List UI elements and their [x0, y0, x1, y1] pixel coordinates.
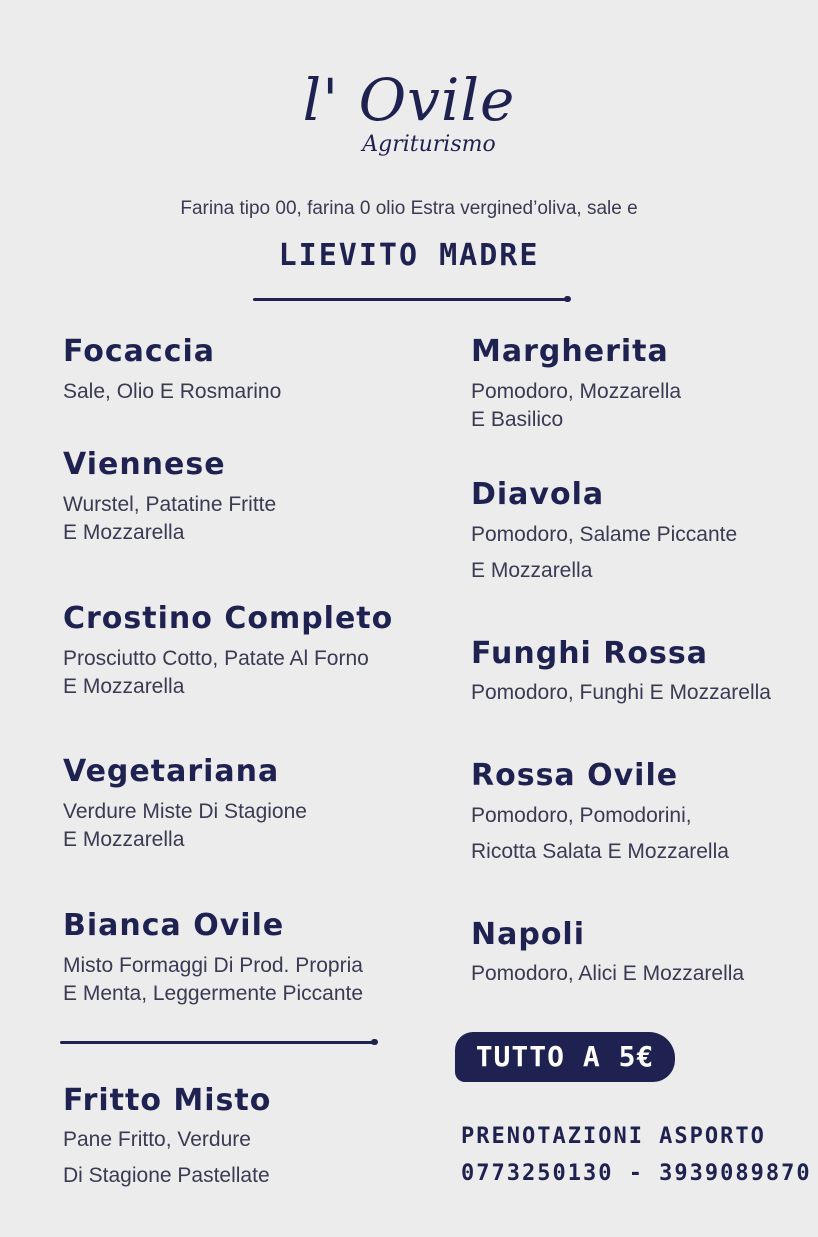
price-badge	[455, 1032, 675, 1082]
menu-item-desc: Sale, Olio E Rosmarino	[63, 380, 282, 403]
price-badge-text: TUTTO A 5€	[475, 1040, 655, 1073]
menu-item-desc: Pomodoro, Salame Piccante E Mozzarella	[471, 523, 738, 582]
menu-item-desc: Wurstel, Patatine Fritte E Mozzarella	[63, 493, 277, 544]
contact-label: PRENOTAZIONI ASPORTO	[461, 1124, 766, 1149]
menu-item-desc: Pomodoro, Pomodorini, Ricotta Salata E Mozzarella	[471, 804, 729, 863]
menu-item-name: Vegetariana	[63, 754, 280, 789]
divider-top	[253, 298, 567, 301]
menu-item-desc: Pomodoro, Funghi E Mozzarella	[471, 681, 771, 704]
menu-item-name: Focaccia	[63, 334, 216, 369]
menu-item-desc: Prosciutto Cotto, Patate Al Forno E Mozzarella	[63, 647, 369, 698]
menu-item-desc: Misto Formaggi Di Prod. Propria E Menta, Leggermente Piccante	[63, 954, 364, 1005]
menu-item-name: Crostino Completo	[63, 601, 394, 636]
menu-item-desc: Pane Fritto, Verdure Di Stagione Pastellate	[63, 1128, 270, 1187]
menu-item-name: Margherita	[471, 334, 669, 369]
menu-item-name: Viennese	[63, 447, 226, 482]
menu-item-name: Napoli	[471, 917, 586, 952]
intro-text: Farina tipo 00, farina 0 olio Estra vergined’oliva, sale e	[180, 198, 638, 219]
menu-item-desc: Pomodoro, Alici E Mozzarella	[471, 962, 745, 985]
brand-logo: l' Ovile	[302, 66, 516, 134]
contact-phones: 0773250130 - 3939089870	[461, 1161, 812, 1186]
menu-item-name: Funghi Rossa	[471, 636, 708, 671]
menu-item-desc: Pomodoro, Mozzarella E Basilico	[471, 380, 682, 431]
menu-item-name: Fritto Misto	[63, 1083, 272, 1118]
menu-item-desc: Verdure Miste Di Stagione E Mozzarella	[63, 800, 307, 851]
menu-item-name: Diavola	[471, 477, 605, 512]
headline: LIEVITO MADRE	[278, 238, 540, 273]
divider-bottom	[60, 1041, 374, 1044]
menu-item-name: Rossa Ovile	[471, 758, 679, 793]
brand-subtitle: Agriturismo	[362, 132, 496, 157]
menu-item-name: Bianca Ovile	[63, 908, 285, 943]
